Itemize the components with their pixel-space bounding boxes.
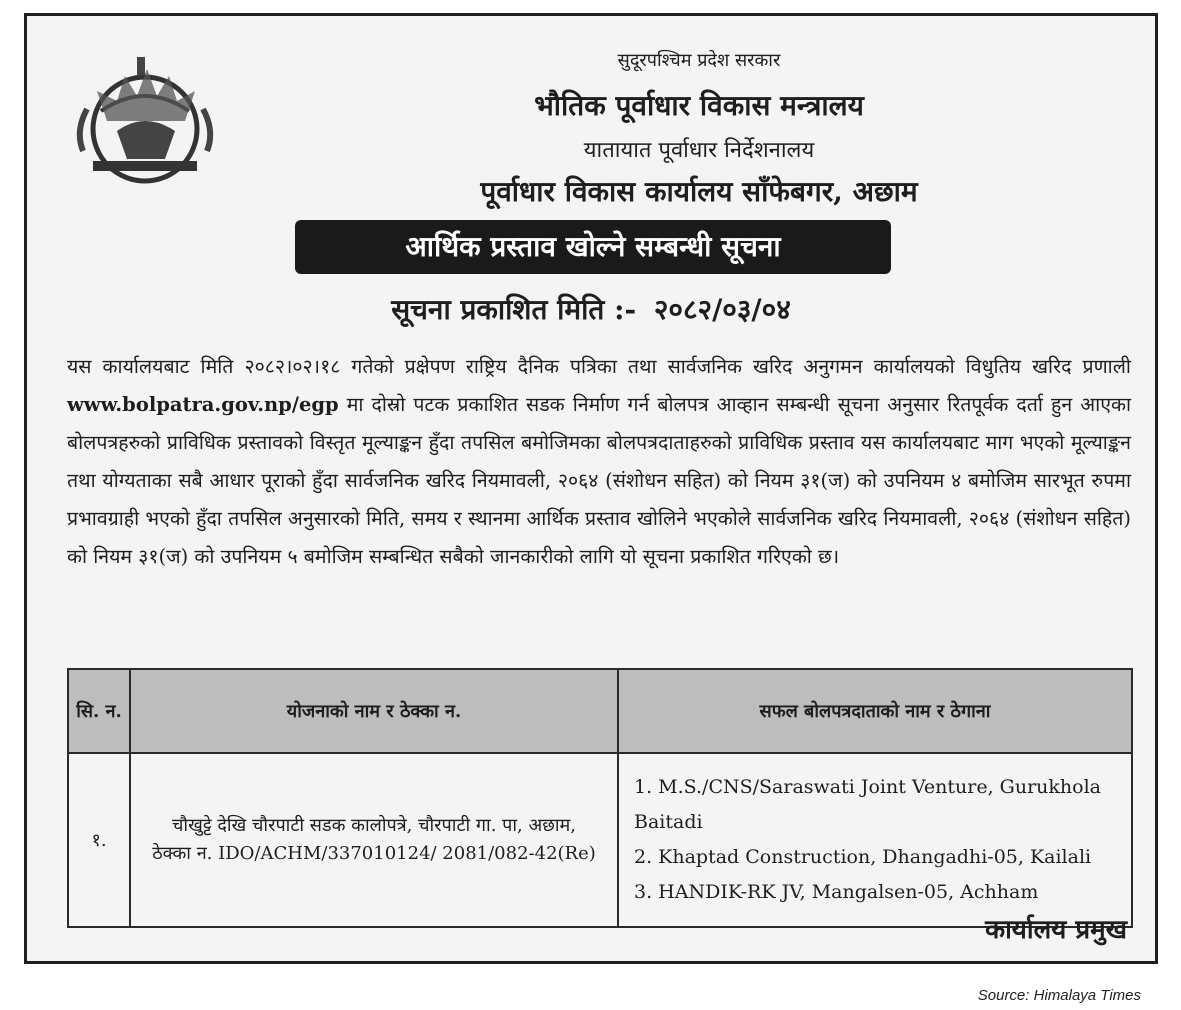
contract-number: ठेक्का न. IDO/ACHM/337010124/ 2081/082-42(Re): [152, 843, 596, 864]
awarded-bidders-table: [67, 668, 1133, 928]
table-row: [68, 753, 1132, 927]
notice-body: [67, 348, 1131, 576]
publication-date-line: [27, 290, 1155, 328]
source-credit: Source: Himalaya Times: [977, 987, 1141, 1004]
project-name: चौखुट्टे देखि चौरपाटी सडक कालोपत्रे, चौरपाटी गा. पा, अछाम,: [172, 815, 576, 836]
body-part-1: यस कार्यालयबाट मिति २०८२।०२।१८ गतेको प्रक्षेपण राष्ट्रिय दैनिक पत्रिका तथा सार्वजनिक खरिद अनुगमन कार्यालयको विधुतिय खरिद प्रणाली: [67, 355, 1131, 378]
notice-title: आर्थिक प्रस्ताव खोल्ने सम्बन्धी सूचना: [295, 220, 891, 274]
header-bidders: सफल बोलपत्रदाताको नाम र ठेगाना: [618, 669, 1132, 753]
project-cell: [130, 753, 618, 927]
bidder-list: [620, 770, 1130, 910]
list-item: 1. M.S./CNS/Saraswati Joint Venture, Gurukhola Baitadi: [634, 776, 1101, 833]
notice-frame: [24, 13, 1158, 964]
office-chief-signoff: कार्यालय प्रमुख: [985, 915, 1127, 945]
list-item: 3. HANDIK-RK JV, Mangalsen-05, Achham: [634, 881, 1039, 903]
province-heading: सुदूरपश्चिम प्रदेश सरकार: [617, 50, 781, 71]
ministry-heading: भौतिक पूर्वाधार विकास मन्त्रालय: [534, 89, 864, 122]
publication-label: सूचना प्रकाशित मिति :-: [391, 293, 637, 326]
office-heading: पूर्वाधार विकास कार्यालय साँफेबगर, अछाम: [480, 175, 918, 208]
bolpatra-url: www.bolpatra.gov.np/egp: [67, 393, 339, 416]
list-item: 2. Khaptad Construction, Dhangadhi-05, Kailali: [634, 846, 1092, 868]
bidders-cell: [618, 753, 1132, 927]
header-project: योजनाको नाम र ठेक्का न.: [130, 669, 618, 753]
header-sn: सि. न.: [68, 669, 130, 753]
publication-date: २०८२/०३/०४: [653, 293, 791, 326]
body-part-2: मा दोस्रो पटक प्रकाशित सडक निर्माण गर्न बोलपत्र आव्हान सम्बन्धी सूचना अनुसार रितपूर्वक दर्ता हुन आएका बोलपत्रहरुको प्राविधिक प्रस्तावको विस्तृत मूल्याङ्कन हुँदा तपसिल बमोजिमका बोलपत्रदाताहरुको प्राविधिक प्रस्ताव यस कार्यालयबाट माग भएको मूल्याङ्कन तथा योग्यताका सबै आधार पूराको हुँदा सार्वजनिक खरिद नियमावली, २०६४ (संशोधन सहित) को नियम ३१(ज) को उपनियम ४ बमोजिम सारभूत रुपमा प्रभावग्राही भएको हुँदा तपसिल अनुसारको मिति, समय र स्थानमा आर्थिक प्रस्ताव खोलिने भएकोले सार्वजनिक खरिद नियमावली, २०६४ (संशोधन सहित) को नियम ३१(ज) को उपनियम ५ बमोजिम सम्बन्धित सबैको जानकारीको लागि यो सूचना प्रकाशित गरिएको छ।: [67, 393, 1132, 568]
directorate-heading: यातायात पूर्वाधार निर्देशनालय: [583, 138, 815, 163]
row-sn: १.: [68, 753, 130, 927]
